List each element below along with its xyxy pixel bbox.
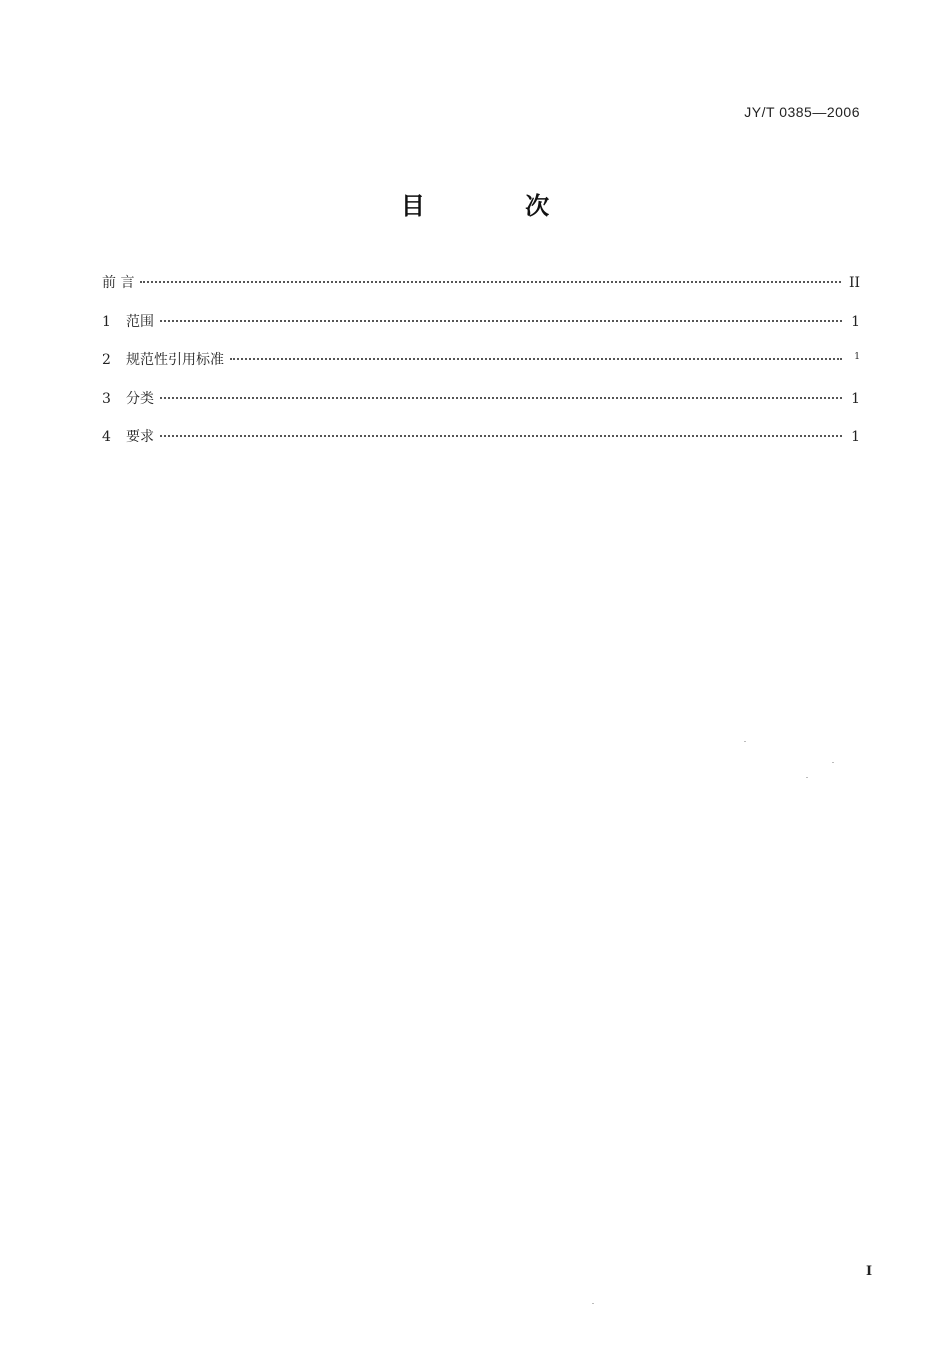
- toc-entry-scope[interactable]: [102, 311, 860, 350]
- toc-entry-page: 1: [851, 429, 860, 445]
- toc-leader-dots: [160, 435, 842, 437]
- toc-entry-number: 1: [102, 313, 111, 330]
- toc-entry-label: 范围: [126, 313, 154, 330]
- toc-entry-number: 2: [102, 352, 111, 368]
- page-number: I: [866, 1264, 873, 1279]
- scan-speck: [592, 1303, 594, 1304]
- toc-entry-requirements[interactable]: [102, 426, 860, 465]
- toc-leader-dots: [160, 320, 842, 322]
- standard-code: JY/T 0385—2006: [744, 104, 860, 120]
- scan-speck: [744, 741, 746, 742]
- toc-leader-dots: [140, 281, 840, 283]
- toc-entry-label: 要求: [126, 429, 154, 445]
- toc-leader-dots: [230, 358, 842, 360]
- toc-entry-page: 1: [851, 313, 860, 330]
- toc-entry-foreword[interactable]: [102, 272, 860, 311]
- toc-entry-number: 4: [102, 429, 111, 445]
- scan-speck: [832, 762, 834, 763]
- page-title: 目 次: [400, 192, 596, 220]
- toc-entry-page: II: [848, 275, 860, 291]
- toc-entry-page: 1: [854, 352, 860, 362]
- toc-entry-number: 3: [102, 390, 111, 407]
- toc-entry-normative-references[interactable]: [102, 349, 860, 388]
- toc-entry-label: 规范性引用标准: [126, 352, 224, 368]
- toc-leader-dots: [160, 397, 842, 399]
- scan-speck: [806, 777, 808, 778]
- toc-entry-label: 前 言: [102, 275, 135, 291]
- table-of-contents: [102, 272, 860, 465]
- toc-entry-label: 分类: [126, 390, 154, 407]
- toc-entry-classification[interactable]: [102, 388, 860, 427]
- toc-entry-page: 1: [851, 390, 860, 407]
